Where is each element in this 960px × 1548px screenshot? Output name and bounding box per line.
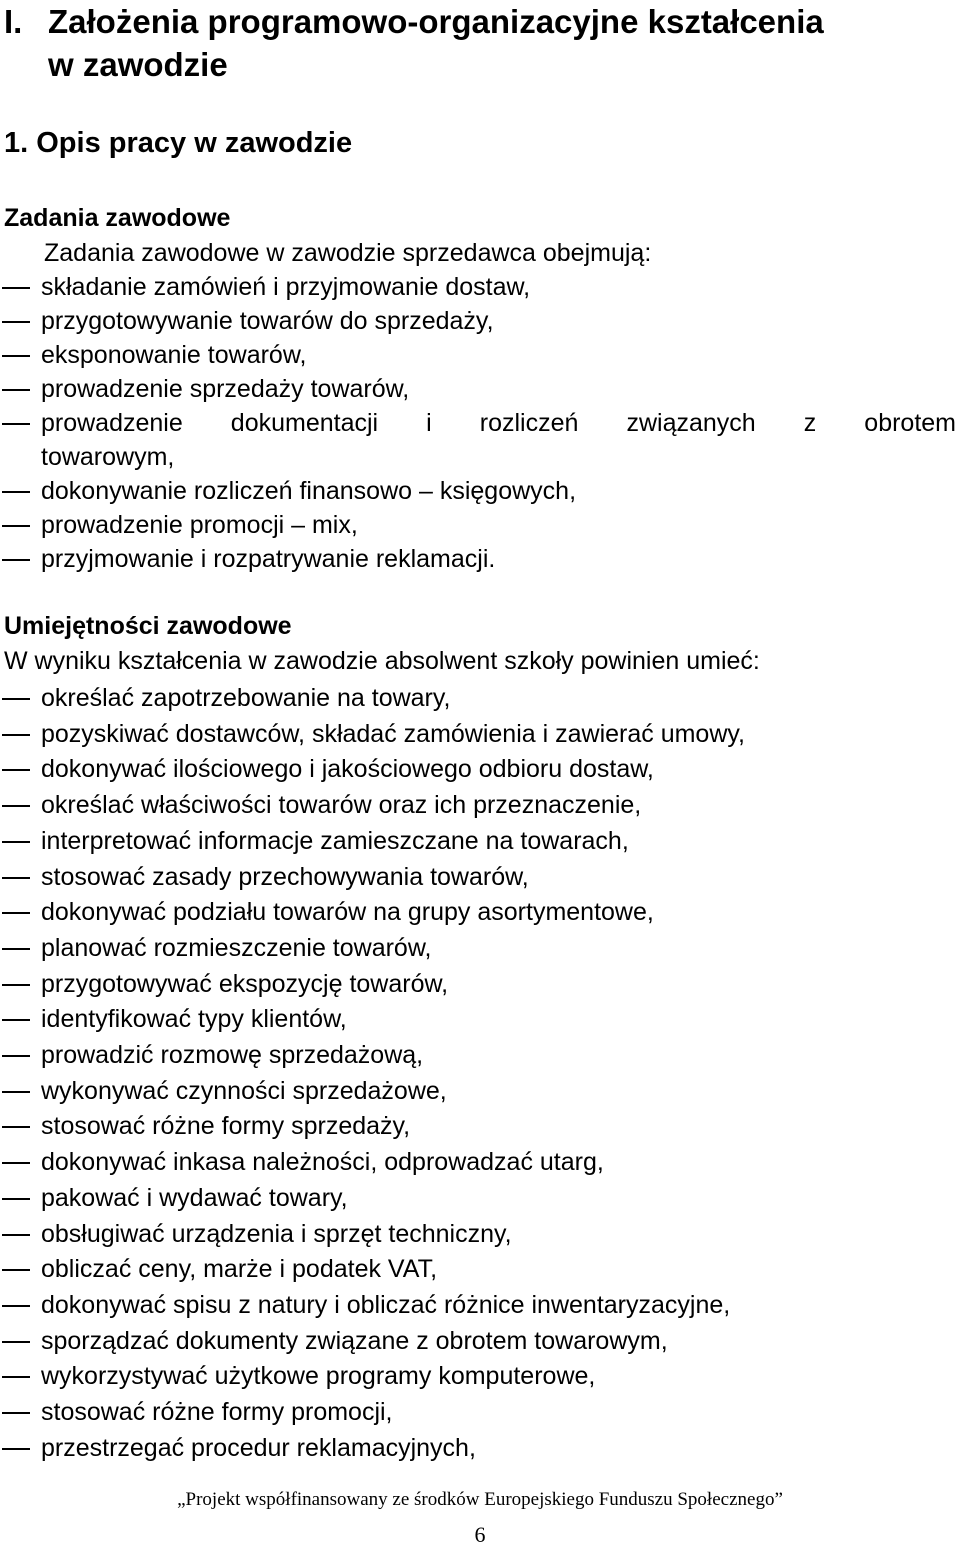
list-item: przygotowywać ekspozycję towarów, bbox=[0, 967, 956, 1003]
skills-heading: Umiejętności zawodowe bbox=[4, 612, 292, 640]
list-item: składanie zamówień i przyjmowanie dostaw, bbox=[0, 270, 956, 304]
skills-intro: W wyniku kształcenia w zawodzie absolwent szkoły powinien umieć: bbox=[4, 647, 760, 675]
list-item: prowadzenie promocji – mix, bbox=[0, 508, 956, 542]
list-item: stosować zasady przechowywania towarów, bbox=[0, 860, 956, 896]
list-item: dokonywać inkasa należności, odprowadzać utarg, bbox=[0, 1145, 956, 1181]
chapter-title-line2: w zawodzie bbox=[48, 46, 228, 83]
tasks-heading: Zadania zawodowe bbox=[4, 204, 231, 232]
list-item: określać zapotrzebowanie na towary, bbox=[0, 681, 956, 717]
tasks-list bbox=[0, 270, 956, 576]
list-item: identyfikować typy klientów, bbox=[0, 1002, 956, 1038]
list-item-continuation bbox=[0, 440, 956, 474]
skills-list bbox=[0, 681, 956, 1466]
list-item: przygotowywanie towarów do sprzedaży, bbox=[0, 304, 956, 338]
chapter-title-line1: Założenia programowo-organizacyjne kształcenia bbox=[48, 3, 824, 40]
list-item: wykonywać czynności sprzedażowe, bbox=[0, 1074, 956, 1110]
list-item: pozyskiwać dostawców, składać zamówienia i zawierać umowy, bbox=[0, 717, 956, 753]
chapter-title bbox=[4, 0, 954, 86]
section-title: 1. Opis pracy w zawodzie bbox=[4, 127, 353, 159]
footer-note: „Projekt współfinansowany ze środków Europejskiego Funduszu Społecznego” bbox=[177, 1489, 783, 1510]
page-number: 6 bbox=[474, 1522, 486, 1547]
list-item: sporządzać dokumenty związane z obrotem towarowym, bbox=[0, 1324, 956, 1360]
list-item: dokonywać podziału towarów na grupy asortymentowe, bbox=[0, 895, 956, 931]
list-item: planować rozmieszczenie towarów, bbox=[0, 931, 956, 967]
list-item: interpretować informacje zamieszczane na towarach, bbox=[0, 824, 956, 860]
list-item: określać właściwości towarów oraz ich przeznaczenie, bbox=[0, 788, 956, 824]
list-item: stosować różne formy promocji, bbox=[0, 1395, 956, 1431]
list-item: stosować różne formy sprzedaży, bbox=[0, 1109, 956, 1145]
list-item: przyjmowanie i rozpatrywanie reklamacji. bbox=[0, 542, 956, 576]
list-item: dokonywanie rozliczeń finansowo – księgowych, bbox=[0, 474, 956, 508]
list-item: prowadzić rozmowę sprzedażową, bbox=[0, 1038, 956, 1074]
list-item: pakować i wydawać towary, bbox=[0, 1181, 956, 1217]
list-item bbox=[0, 406, 956, 440]
list-item: dokonywać spisu z natury i obliczać różnice inwentaryzacyjne, bbox=[0, 1288, 956, 1324]
list-item: przestrzegać procedur reklamacyjnych, bbox=[0, 1431, 956, 1467]
list-item: eksponowanie towarów, bbox=[0, 338, 956, 372]
list-item: obsługiwać urządzenia i sprzęt techniczny, bbox=[0, 1217, 956, 1253]
list-item: prowadzenie sprzedaży towarów, bbox=[0, 372, 956, 406]
list-item-text: prowadzenie dokumentacji i rozliczeń związanych z obrotem bbox=[41, 409, 956, 437]
tasks-intro: Zadania zawodowe w zawodzie sprzedawca obejmują: bbox=[44, 239, 652, 267]
list-item: wykorzystywać użytkowe programy komputerowe, bbox=[0, 1359, 956, 1395]
list-item-continuation-text: towarowym, bbox=[41, 443, 175, 471]
list-item: obliczać ceny, marże i podatek VAT, bbox=[0, 1252, 956, 1288]
chapter-number: I. bbox=[4, 3, 23, 40]
list-item: dokonywać ilościowego i jakościowego odbioru dostaw, bbox=[0, 752, 956, 788]
